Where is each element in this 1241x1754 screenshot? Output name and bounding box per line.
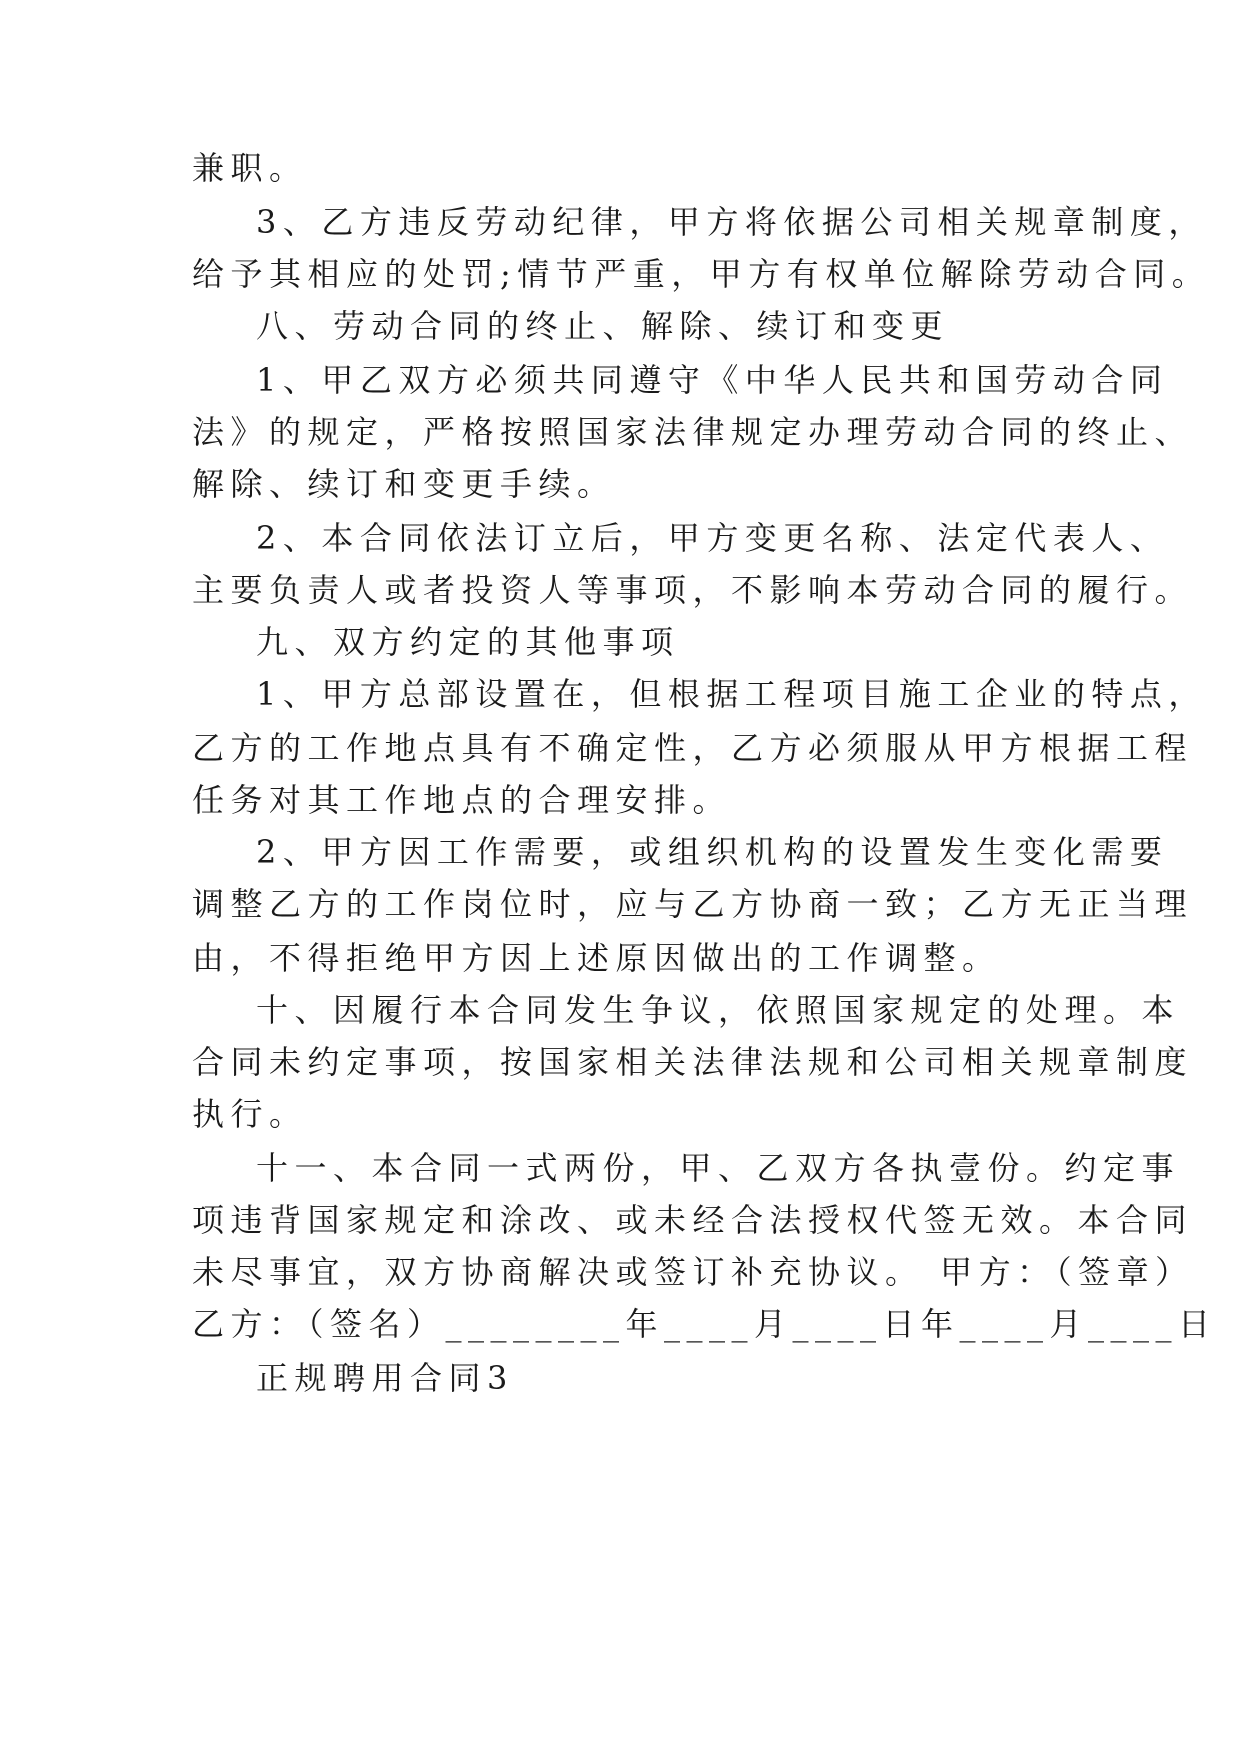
paragraph-line: 2、本合同依法订立后，甲方变更名称、法定代表人、 — [256, 519, 1169, 557]
paragraph-line: 十一、本合同一式两份，甲、乙双方各执壹份。约定事 — [256, 1149, 1181, 1187]
paragraph-line: 项违背国家规定和涂改、或未经合法授权代签无效。本合同 — [192, 1201, 1194, 1239]
paragraph-line: 1、甲乙双方必须共同遵守《中华人民共和国劳动合同 — [256, 361, 1169, 399]
signature-line: 乙方：（签名）________年____月____日年____月____日 — [192, 1305, 1217, 1343]
paragraph-line: 调整乙方的工作岗位时，应与乙方协商一致；乙方无正当理 — [192, 885, 1194, 923]
paragraph-line: 3、乙方违反劳动纪律，甲方将依据公司相关规章制度， — [256, 203, 1207, 241]
document-title: 正规聘用合同3 — [256, 1359, 514, 1397]
paragraph-line: 给予其相应的处罚;情节严重，甲方有权单位解除劳动合同。 — [192, 255, 1211, 293]
paragraph-line: 主要负责人或者投资人等事项，不影响本劳动合同的履行。 — [192, 571, 1194, 609]
paragraph-line: 解除、续订和变更手续。 — [192, 465, 616, 503]
paragraph-line: 合同未约定事项，按国家相关法律法规和公司相关规章制度 — [192, 1043, 1194, 1081]
paragraph-line: 由，不得拒绝甲方因上述原因做出的工作调整。 — [192, 939, 1001, 977]
paragraph-line: 十、因履行本合同发生争议，依照国家规定的处理。本 — [256, 991, 1181, 1029]
paragraph-line: 任务对其工作地点的合理安排。 — [192, 781, 732, 819]
paragraph-line: 乙方的工作地点具有不确定性，乙方必须服从甲方根据工程 — [192, 729, 1194, 767]
section-heading: 八、劳动合同的终止、解除、续订和变更 — [256, 307, 950, 345]
paragraph-line: 法》的规定，严格按照国家法律规定办理劳动合同的终止、 — [192, 413, 1194, 451]
paragraph-line: 兼职。 — [192, 149, 308, 187]
paragraph-line: 未尽事宜，双方协商解决或签订补充协议。 甲方：（签章） — [192, 1253, 1194, 1291]
paragraph-line: 2、甲方因工作需要，或组织机构的设置发生变化需要 — [256, 833, 1169, 871]
section-heading: 九、双方约定的其他事项 — [256, 623, 680, 661]
paragraph-line: 1、甲方总部设置在，但根据工程项目施工企业的特点， — [256, 675, 1207, 713]
paragraph-line: 执行。 — [192, 1095, 308, 1133]
